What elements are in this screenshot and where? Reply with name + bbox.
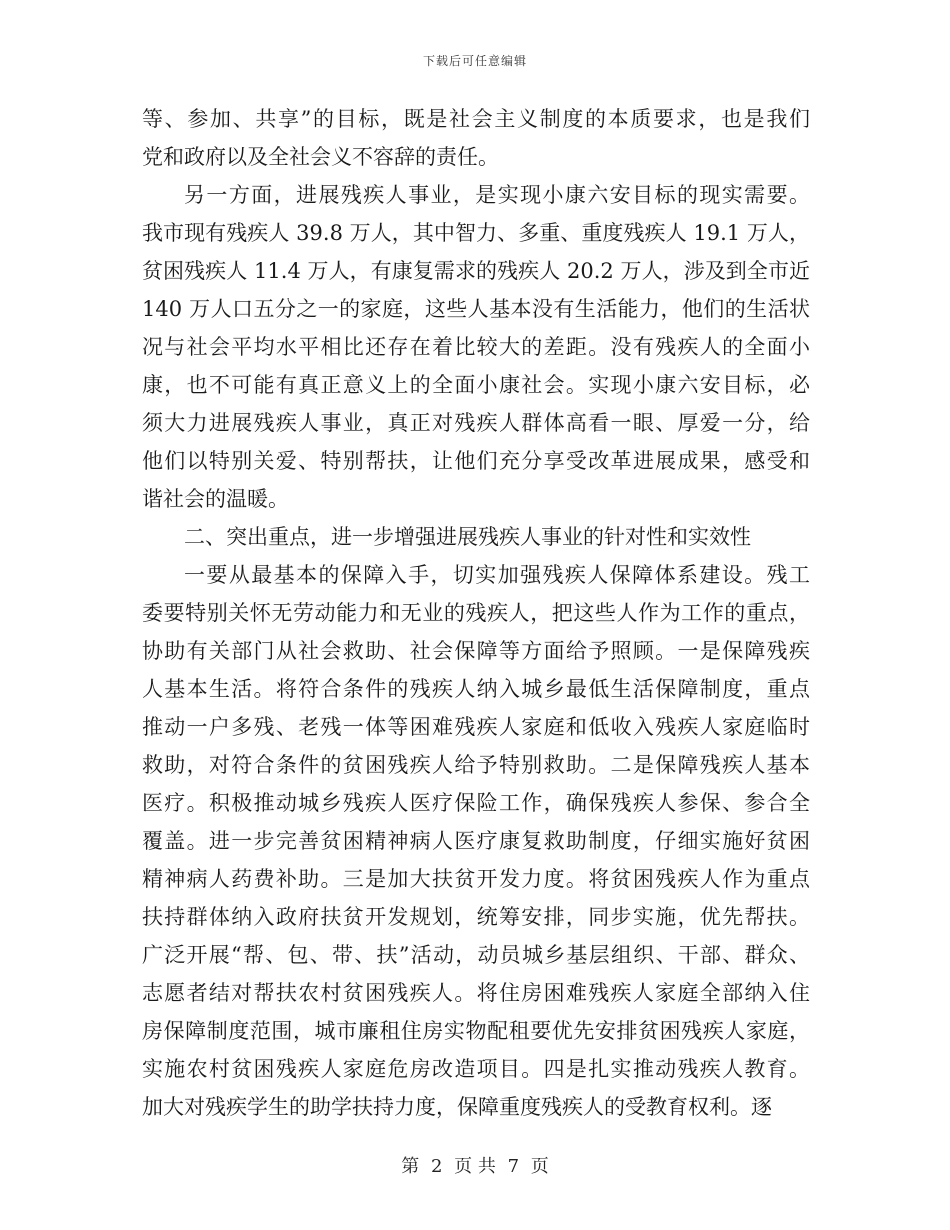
footer-suffix: 页 [530,1156,549,1177]
paragraph-line: 况与社会平均水平相比还存在着比较大的差距。没有残疾人的全面小 [142,335,810,359]
paragraph-line: 加大对残疾学生的助学扶持力度，保障重度残疾人的受教育权利。逐 [142,1095,772,1119]
paragraph-line: 扶持群体纳入政府扶贫开发规划，统筹安排，同步实施，优先帮扶。 [142,905,810,929]
paragraph-line: 覆盖。进一步完善贫困精神病人医疗康复救助制度，仔细实施好贫困 [142,829,810,853]
paragraph-line: 我市现有残疾人 39.8 万人，其中智力、多重、重度残疾人 19.1 万人， [142,221,810,245]
paragraph-line: 协助有关部门从社会救助、社会保障等方面给予照顾。一是保障残疾 [142,639,810,663]
paragraph-line: 医疗。积极推动城乡残疾人医疗保险工作，确保残疾人参保、参合全 [142,791,810,815]
paragraph-line: 实施农村贫困残疾人家庭危房改造项目。四是扎实推动残疾人教育。 [142,1057,810,1081]
footer-middle: 页 共 [454,1156,496,1177]
paragraph-line: 委要特别关怀无劳动能力和无业的残疾人，把这些人作为工作的重点， [142,601,810,625]
footer-total-pages: 7 [507,1156,520,1177]
footer-prefix: 第 [401,1156,420,1177]
paragraph-line: 须大力进展残疾人事业，真正对残疾人群体高看一眼、厚爱一分，给 [142,411,810,435]
document-body [142,100,810,1126]
paragraph-line: 贫困残疾人 11.4 万人，有康复需求的残疾人 20.2 万人，涉及到全市近 [142,259,810,283]
paragraph-line: 推动一户多残、老残一体等困难残疾人家庭和低收入残疾人家庭临时 [142,715,810,739]
paragraph-line: 等、参加、共享”的目标，既是社会主义制度的本质要求，也是我们 [142,107,810,131]
paragraph-line: 谐社会的温暖。 [142,487,289,511]
paragraph-line: 救助，对符合条件的贫困残疾人给予特别救助。二是保障残疾人基本 [142,753,810,777]
page-footer [0,1152,950,1178]
paragraph-line: 另一方面，进展残疾人事业，是实现小康六安目标的现实需要。 [184,183,810,207]
paragraph-line: 精神病人药费补助。三是加大扶贫开发力度。将贫困残疾人作为重点 [142,867,810,891]
page-header-note: 下载后可任意编辑 [422,54,527,68]
paragraph-line: 志愿者结对帮扶农村贫困残疾人。将住房困难残疾人家庭全部纳入住 [142,981,810,1005]
paragraph-line: 人基本生活。将符合条件的残疾人纳入城乡最低生活保障制度，重点 [142,677,810,701]
paragraph-line: 一要从最基本的保障入手，切实加强残疾人保障体系建设。残工 [184,563,810,587]
paragraph-line: 房保障制度范围，城市廉租住房实物配租要优先安排贫困残疾人家庭， [142,1019,810,1043]
paragraph-line: 康，也不可能有真正意义上的全面小康社会。实现小康六安目标，必 [142,373,810,397]
paragraph-line: 他们以特别关爱、特别帮扶，让他们充分享受改革进展成果，感受和 [142,449,810,473]
paragraph-line: 二、突出重点，进一步增强进展残疾人事业的针对性和实效性 [184,525,751,549]
footer-current-page: 2 [430,1156,443,1177]
paragraph-line: 140 万人口五分之一的家庭，这些人基本没有生活能力，他们的生活状 [142,297,810,321]
paragraph-line: 广泛开展“帮、包、带、扶”活动，动员城乡基层组织、干部、群众、 [142,943,810,967]
paragraph-line: 党和政府以及全社会义不容辞的责任。 [142,145,499,169]
